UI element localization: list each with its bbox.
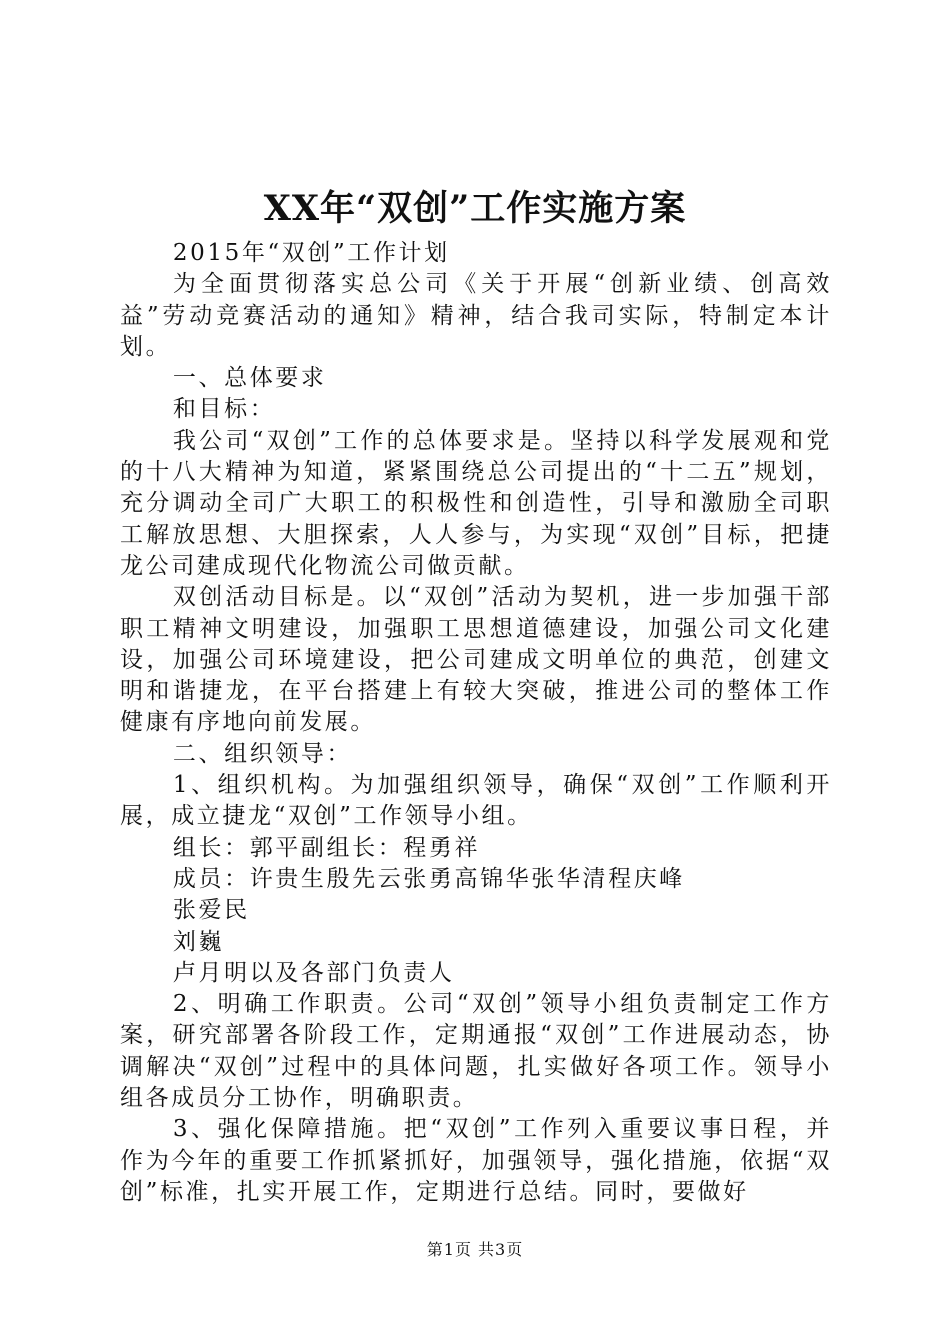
paragraph-members: 成员：许贵生殷先云张勇高锦华张华清程庆峰 [172,865,685,892]
paragraph-plan-heading: 2015年“双创”工作计划 [172,240,450,266]
paragraph-member-1: 张爱民 [172,897,250,924]
paragraph-duties: 2、明确工作职责。公司“双创”领导小组负责制定工作方案，研究部署各阶段工作，定期通报“双创”工作进展动态，协调解决“双创”过程中的具体问题，扎实做好各项工作。领导小组各成员分工协作，明确职责。 [120,991,832,1112]
paragraph-member-3: 卢月明以及各部门负责人 [172,959,455,986]
page-footer: 第1页 共3页 [426,1240,524,1259]
paragraph-organization: 1、组织机构。为加强组织领导，确保“双创”工作顺利开展，成立捷龙“双创”工作领导小组。 [120,772,832,830]
document-body [120,238,832,1208]
paragraph-measures: 3、强化保障措施。把“双创”工作列入重要议事日程，并作为今年的重要工作抓紧抓好，加强领导，强化措施，依据“双创”标准，扎实开展工作，定期进行总结。同时，要做好 [120,1116,832,1205]
paragraph-member-2: 刘巍 [172,928,225,955]
section-heading-goals: 和目标： [172,396,276,423]
section-heading-organization: 二、组织领导： [172,740,353,767]
paragraph-leaders: 组长：郭平副组长：程勇祥 [172,834,481,861]
paragraph-activity-goals: 双创活动目标是。以“双创”活动为契机，进一步加强干部职工精神文明建设，加强职工思想道德建设，加强公司文化建设，加强公司环境建设，把公司建成文明单位的典范，创建文明和谐捷龙，在平台搭建上有较大突破，推进公司的整体工作健康有序地向前发展。 [120,584,832,736]
paragraph-intro: 为全面贯彻落实总公司《关于开展“创新业绩、创高效益”劳动竞赛活动的通知》精神，结合我司实际，特制定本计划。 [120,271,832,360]
section-heading-general: 一、总体要求 [172,365,327,392]
paragraph-general-requirements: 我公司“双创”工作的总体要求是。坚持以科学发展观和党的十八大精神为知道，紧紧围绕总公司提出的“十二五”规划，充分调动全司广大职工的积极性和创造性，引导和激励全司职工解放思想、大胆探索，人人参与，为实现“双创”目标，把捷龙公司建成现代化物流公司做贡献。 [120,427,832,579]
document-title: XX年“双创”工作实施方案 [263,188,687,229]
